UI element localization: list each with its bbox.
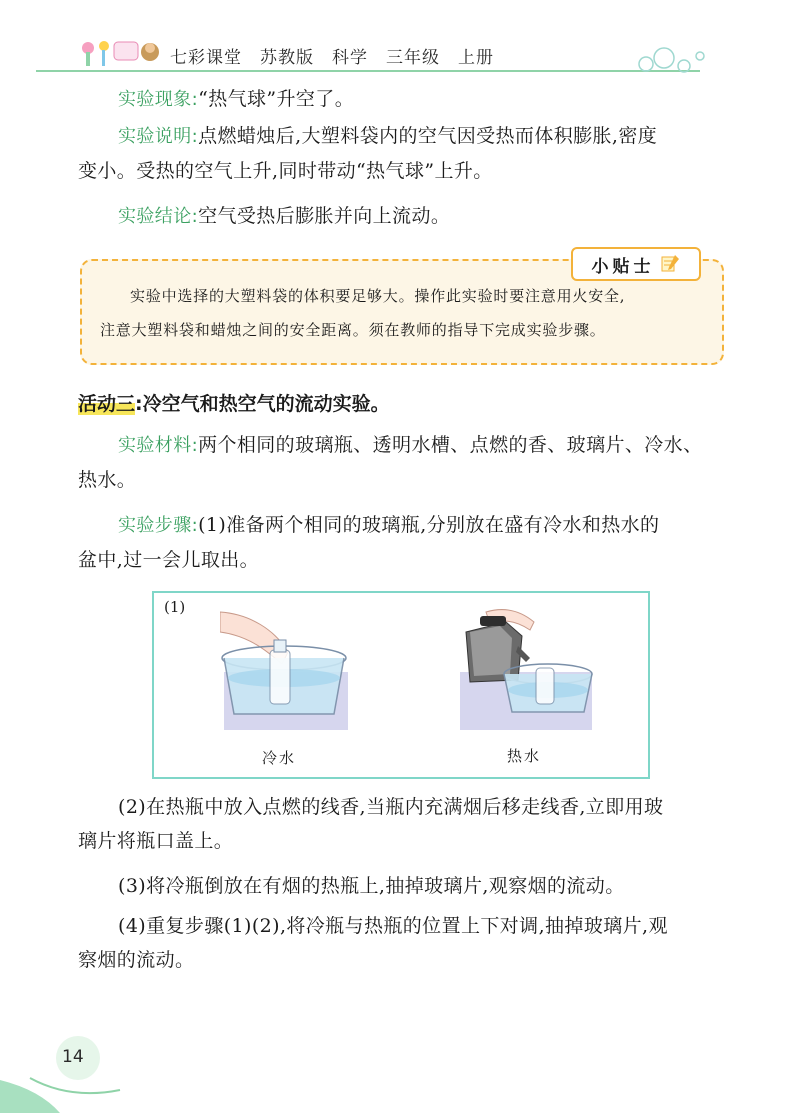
header-edition: 苏教版 xyxy=(260,48,314,68)
header-divider xyxy=(36,70,700,72)
materials-line1: 两个相同的玻璃瓶、透明水槽、点燃的香、玻璃片、冷水、 xyxy=(198,434,703,456)
conclusion-paragraph xyxy=(78,199,726,234)
header-title xyxy=(170,43,512,68)
observation-text: “热气球”升空了。 xyxy=(198,88,355,110)
step1-line2: 盆中,过一会儿取出。 xyxy=(78,549,260,571)
step2-paragraph xyxy=(78,790,726,858)
explanation-paragraph xyxy=(78,119,726,188)
observation-label: 实验现象: xyxy=(118,89,199,110)
materials-label: 实验材料: xyxy=(118,435,199,456)
cold-water-illustration xyxy=(220,602,350,732)
conclusion-label: 实验结论: xyxy=(118,206,199,227)
explanation-line1: 点燃蜡烛后,大塑料袋内的空气因受热而体积膨胀,密度 xyxy=(198,125,658,147)
header-volume: 上册 xyxy=(458,48,494,68)
conclusion-text: 空气受热后膨胀并向上流动。 xyxy=(198,205,451,227)
cold-water-caption: 冷水 xyxy=(262,749,297,767)
header-series: 七彩课堂 xyxy=(170,48,242,68)
explanation-label: 实验说明: xyxy=(118,126,199,147)
step2-line1: (2)在热瓶中放入点燃的线香,当瓶内充满烟后移走线香,立即用玻 xyxy=(118,796,664,818)
header-subject: 科学 xyxy=(332,48,368,68)
pencil-icon xyxy=(659,253,681,275)
hot-water-illustration xyxy=(456,602,596,732)
steps-label: 实验步骤: xyxy=(118,515,199,536)
step4-line2: 察烟的流动。 xyxy=(78,949,195,971)
tip-badge xyxy=(571,247,701,281)
observation-paragraph xyxy=(78,82,726,117)
hot-water-caption: 热水 xyxy=(507,747,542,765)
tip-line1 xyxy=(100,279,710,313)
page-number: 14 xyxy=(62,1047,84,1067)
step1-line1: (1)准备两个相同的玻璃瓶,分别放在盛有冷水和热水的 xyxy=(198,514,660,536)
step4-paragraph xyxy=(78,909,726,977)
materials-paragraph xyxy=(78,428,726,497)
activity-title-rest: :冷空气和热空气的流动实验。 xyxy=(135,393,390,415)
materials-line2: 热水。 xyxy=(78,469,137,491)
step2-line2: 璃片将瓶口盖上。 xyxy=(78,830,234,852)
figure-number: (1) xyxy=(164,598,186,616)
series-logo xyxy=(74,36,164,70)
activity-title-highlight: 活动三 xyxy=(78,393,136,415)
step4-line1: (4)重复步骤(1)(2),将冷瓶与热瓶的位置上下对调,抽掉玻璃片,观 xyxy=(118,915,668,937)
step1-paragraph xyxy=(78,508,726,577)
explanation-line2: 变小。受热的空气上升,同时带动“热气球”上升。 xyxy=(78,160,493,182)
tip-line2: 注意大塑料袋和蜡烛之间的安全距离。须在教师的指导下完成实验步骤。 xyxy=(100,321,606,339)
step3-text: (3)将冷瓶倒放在有烟的热瓶上,抽掉玻璃片,观察烟的流动。 xyxy=(118,875,625,897)
header-grade: 三年级 xyxy=(386,48,440,68)
bubbles-decoration xyxy=(634,44,714,76)
step3-paragraph xyxy=(78,869,726,903)
tip-line1-text: 实验中选择的大塑料袋的体积要足够大。操作此实验时要注意用火安全, xyxy=(130,287,626,305)
tip-badge-label: 小贴士 xyxy=(591,256,655,277)
activity-title xyxy=(78,389,390,416)
